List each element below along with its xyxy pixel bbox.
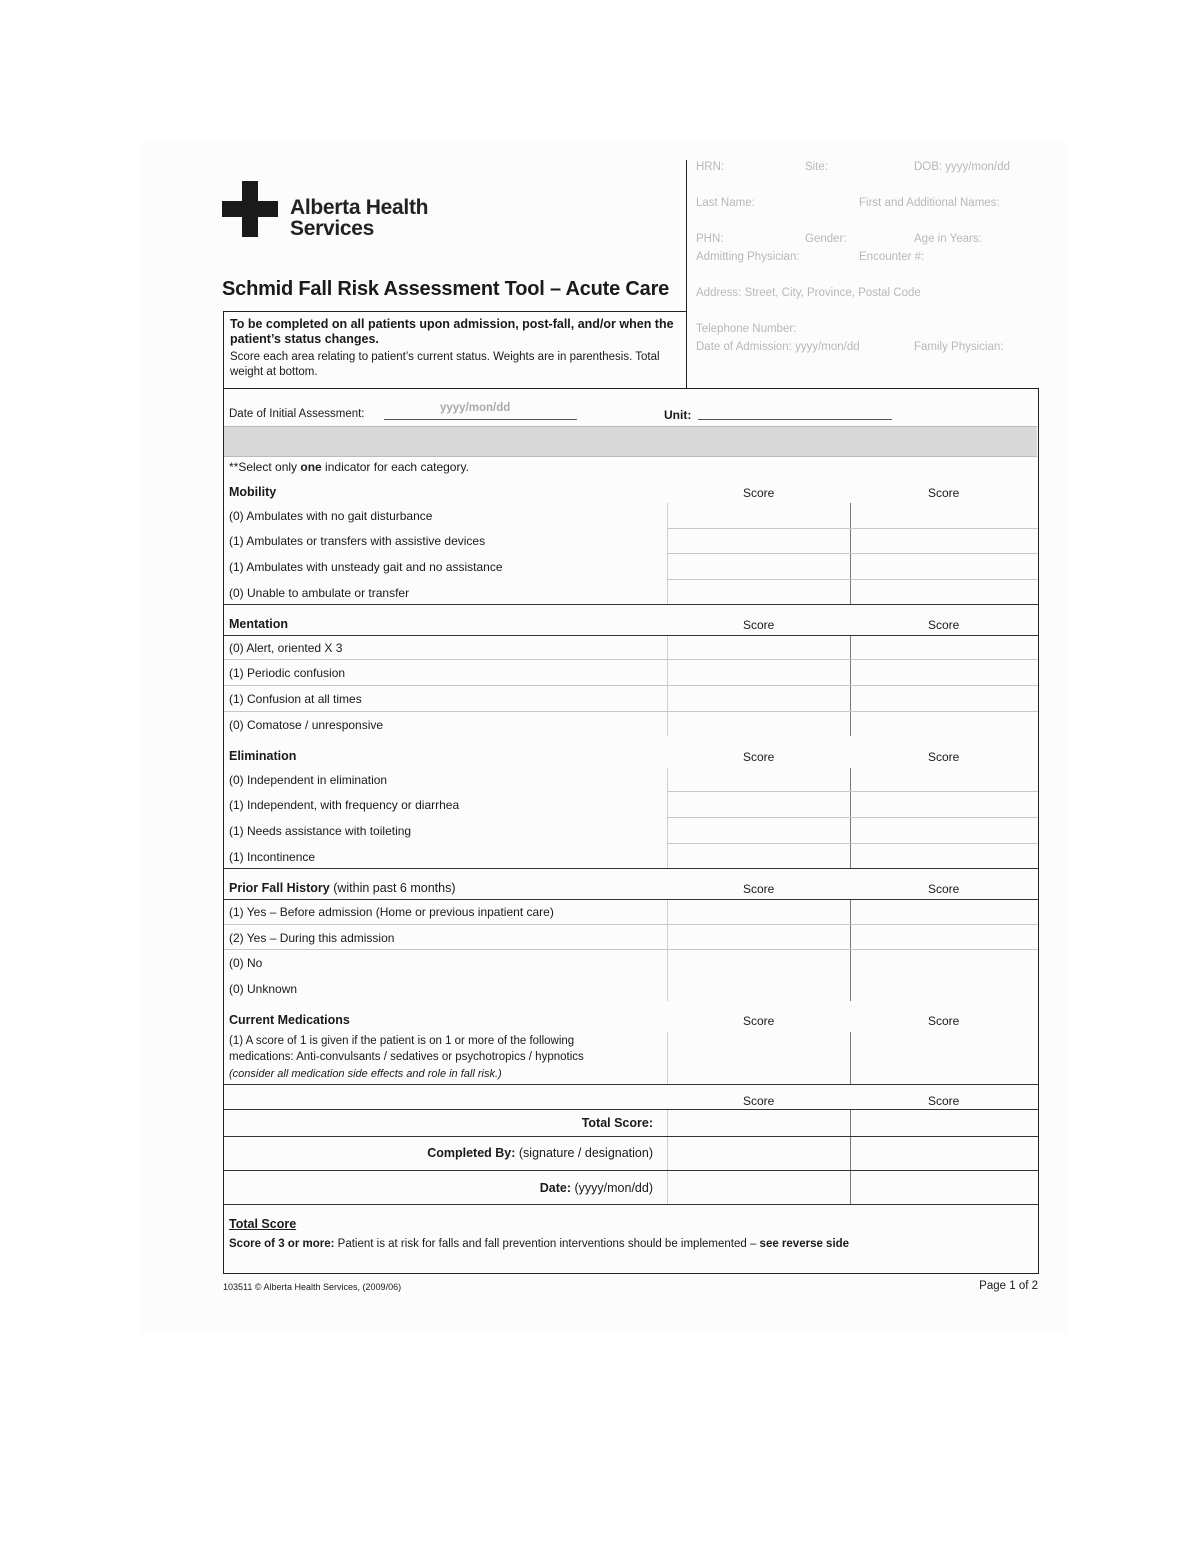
total-score-label-2: Score: [928, 1094, 960, 1108]
page-title: Schmid Fall Risk Assessment Tool – Acute Care: [222, 278, 670, 300]
initial-assessment-label: Date of Initial Assessment:: [229, 408, 365, 420]
mobility-score-1: Score: [743, 486, 775, 500]
section-divider: [224, 1170, 1038, 1171]
section-divider: [224, 1136, 1038, 1137]
elimination-score-1: Score: [743, 750, 775, 764]
row-divider: [667, 843, 1038, 844]
family-physician-field[interactable]: Family Physician:: [914, 341, 1004, 353]
first-names-field[interactable]: First and Additional Names:: [859, 197, 1000, 209]
elimination-score-2: Score: [928, 750, 960, 764]
section-divider: [224, 1084, 1038, 1085]
select-note: [229, 460, 469, 474]
fall-item[interactable]: (2) Yes – During this admission: [229, 931, 395, 945]
score-col-divider: [850, 768, 851, 868]
score-col-divider: [850, 1110, 851, 1205]
encounter-field[interactable]: Encounter #:: [859, 251, 925, 263]
mentation-item[interactable]: (0) Comatose / unresponsive: [229, 718, 384, 732]
page-number: Page 1 of 2: [979, 1280, 1038, 1292]
completed-by-text: Completed By:: [427, 1146, 516, 1160]
medications-line-2: medications: Anti-convulsants / sedatives or psychotropics / hypnotics: [229, 1051, 584, 1063]
instructions-box: [223, 311, 686, 388]
total-score-label: Total Score:: [581, 1116, 653, 1130]
legend-title: Total Score: [229, 1217, 297, 1231]
elimination-item[interactable]: (1) Needs assistance with toileting: [229, 824, 412, 838]
select-note-pre: **Select only: [229, 460, 301, 474]
score-col-divider: [667, 1110, 668, 1205]
row-divider: [224, 924, 1038, 925]
section-divider: [224, 868, 1038, 869]
brand-line-1: Alberta Health: [290, 196, 429, 219]
completed-by-label: [300, 1146, 653, 1160]
mentation-item[interactable]: (1) Confusion at all times: [229, 692, 362, 706]
medications-line-3: (consider all medication side effects and role in fall risk.): [229, 1068, 502, 1080]
score-col-divider: [850, 636, 851, 736]
legend-tail: see reverse side: [759, 1238, 850, 1250]
admission-date-field[interactable]: Date of Admission: yyyy/mon/dd: [696, 341, 860, 353]
fall-item[interactable]: (0) No: [229, 956, 263, 970]
section-divider: [224, 899, 1038, 900]
last-name-field[interactable]: Last Name:: [696, 197, 755, 209]
section-divider: [224, 635, 1038, 636]
dob-field[interactable]: DOB: yyyy/mon/dd: [914, 161, 1010, 173]
telephone-field[interactable]: Telephone Number:: [696, 323, 797, 335]
medications-score-1: Score: [743, 1014, 775, 1028]
instructions-bold: To be completed on all patients upon admission, post-fall, and/or when the patient’s status changes.: [230, 317, 674, 346]
select-note-bold: one: [300, 460, 322, 474]
mentation-item[interactable]: (1) Periodic confusion: [229, 666, 346, 680]
date-label: [400, 1181, 653, 1195]
phn-field[interactable]: PHN:: [696, 233, 724, 245]
fall-item[interactable]: (1) Yes – Before admission (Home or previous inpatient care): [229, 905, 554, 919]
gender-field[interactable]: Gender:: [805, 233, 847, 245]
legend-text: [229, 1238, 849, 1250]
site-field[interactable]: Site:: [805, 161, 829, 173]
mobility-item[interactable]: (0) Unable to ambulate or transfer: [229, 586, 410, 600]
fall-score-1: Score: [743, 882, 775, 896]
fall-history-title-text: Prior Fall History: [229, 881, 330, 895]
score-col-divider: [850, 900, 851, 1001]
mobility-score-2: Score: [928, 486, 960, 500]
elimination-title: Elimination: [229, 749, 297, 763]
section-divider: [224, 604, 1038, 605]
score-col-divider: [667, 1032, 668, 1084]
row-divider: [667, 817, 1038, 818]
age-field[interactable]: Age in Years:: [914, 233, 982, 245]
row-divider: [667, 528, 1038, 529]
fall-score-2: Score: [928, 882, 960, 896]
elimination-item[interactable]: (1) Independent, with frequency or diarrhea: [229, 798, 460, 812]
medications-score-2: Score: [928, 1014, 960, 1028]
legend-bold: Score of 3 or more:: [229, 1238, 335, 1250]
initial-date-input[interactable]: yyyy/mon/dd: [440, 402, 511, 414]
form-number: 103511 © Alberta Health Services, (2009/06): [223, 1282, 402, 1292]
row-divider: [667, 579, 1038, 580]
elimination-item[interactable]: (0) Independent in elimination: [229, 773, 388, 787]
mobility-item[interactable]: (1) Ambulates with unsteady gait and no assistance: [229, 560, 503, 574]
date-text: Date:: [539, 1181, 572, 1195]
score-col-divider: [850, 1032, 851, 1084]
completed-by-note: (signature / designation): [515, 1146, 653, 1160]
legend-body: Patient is at risk for falls and fall prevention interventions should be implemented –: [334, 1238, 760, 1250]
initial-date-line: [384, 419, 577, 420]
row-divider: [224, 949, 1038, 950]
fall-item[interactable]: (0) Unknown: [229, 982, 298, 996]
instructions-normal: Score each area relating to patient’s current status. Weights are in parenthesis. Total weight at bottom.: [230, 351, 660, 378]
hrn-field[interactable]: HRN:: [696, 161, 725, 173]
header-band: [224, 426, 1037, 457]
score-col-divider: [667, 900, 668, 1001]
brand-name: [290, 197, 428, 239]
row-divider: [224, 659, 1038, 660]
admitting-physician-field[interactable]: Admitting Physician:: [696, 251, 800, 263]
score-col-divider: [667, 768, 668, 868]
unit-input[interactable]: [698, 419, 892, 420]
date-note: (yyyy/mon/dd): [571, 1181, 653, 1195]
section-divider: [224, 1109, 1038, 1110]
mentation-score-2: Score: [928, 618, 960, 632]
brand-line-2: Services: [290, 217, 375, 240]
fall-history-title: [229, 881, 455, 895]
patient-header-divider: [686, 160, 687, 389]
address-field[interactable]: Address: Street, City, Province, Postal Code: [696, 287, 921, 299]
mobility-item[interactable]: (0) Ambulates with no gait disturbance: [229, 509, 433, 523]
row-divider: [224, 685, 1038, 686]
medications-title: Current Medications: [229, 1013, 350, 1027]
mentation-score-1: Score: [743, 618, 775, 632]
section-divider: [224, 1204, 1038, 1205]
mobility-title: Mobility: [229, 485, 277, 499]
mobility-item[interactable]: (1) Ambulates or transfers with assistive devices: [229, 534, 486, 548]
score-col-divider: [667, 636, 668, 736]
mentation-item[interactable]: (0) Alert, oriented X 3: [229, 641, 343, 655]
medications-line-1[interactable]: (1) A score of 1 is given if the patient is on 1 or more of the following: [229, 1035, 575, 1047]
row-divider: [667, 791, 1038, 792]
elimination-item[interactable]: (1) Incontinence: [229, 850, 316, 864]
row-divider: [667, 553, 1038, 554]
row-divider: [224, 711, 1038, 712]
total-score-label-1: Score: [743, 1094, 775, 1108]
select-note-post: indicator for each category.: [321, 460, 469, 474]
mentation-title: Mentation: [229, 617, 289, 631]
unit-label: Unit:: [664, 408, 692, 422]
fall-history-note: (within past 6 months): [329, 881, 456, 895]
